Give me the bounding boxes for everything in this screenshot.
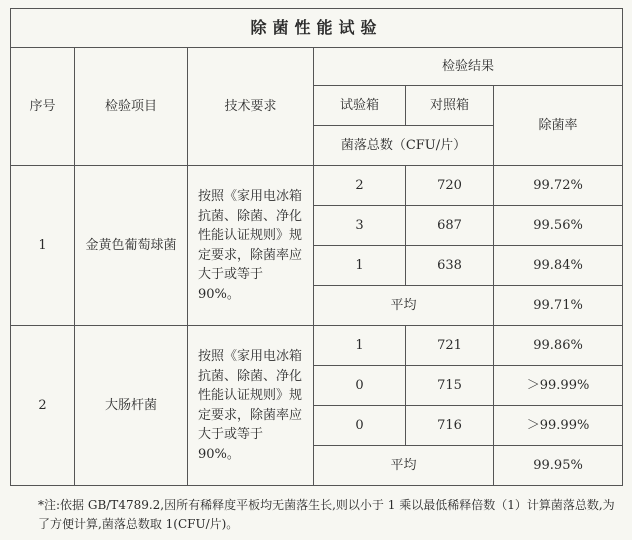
footnote: *注:依据 GB/T4789.2,因所有稀释度平板均无菌落生长,则以小于 1 乘以最低稀释倍数（1）计算菌落总数,为了方便计算,菌落总数取 1(CFU/片)。	[38, 498, 615, 531]
group-2-item: 大肠杆菌	[75, 326, 188, 486]
table-cell: 3	[314, 206, 406, 246]
table-cell: 99.84%	[494, 246, 623, 286]
table-cell: 1	[314, 246, 406, 286]
group-2-avg-rate: 99.95%	[494, 446, 623, 486]
header-test-box: 试验箱	[314, 86, 406, 126]
group-2-avg-label: 平均	[314, 446, 494, 486]
header-seq: 序号	[11, 48, 75, 166]
group-1-item: 金黄色葡萄球菌	[75, 166, 188, 326]
table-cell: 99.56%	[494, 206, 623, 246]
table-cell: 1	[314, 326, 406, 366]
table-cell: 638	[406, 246, 494, 286]
table-cell: ＞99.99%	[494, 366, 623, 406]
group-1-avg-label: 平均	[314, 286, 494, 326]
table-cell: 0	[314, 366, 406, 406]
table-cell: 2	[314, 166, 406, 206]
test-table	[10, 8, 623, 486]
group-1-requirement: 按照《家用电冰箱抗菌、除菌、净化性能认证规则》规定要求，除菌率应大于或等于 90%。	[188, 166, 314, 326]
header-result: 检验结果	[314, 48, 623, 86]
table-cell: 0	[314, 406, 406, 446]
table-cell: 721	[406, 326, 494, 366]
group-1-avg-rate: 99.71%	[494, 286, 623, 326]
header-item: 检验项目	[75, 48, 188, 166]
table-cell: 715	[406, 366, 494, 406]
header-control-box: 对照箱	[406, 86, 494, 126]
header-rate: 除菌率	[494, 86, 623, 166]
table-title: 除菌性能试验	[11, 9, 623, 48]
table-cell: 687	[406, 206, 494, 246]
table-cell: ＞99.99%	[494, 406, 623, 446]
table-cell: 720	[406, 166, 494, 206]
group-1-seq: 1	[11, 166, 75, 326]
group-2-requirement: 按照《家用电冰箱抗菌、除菌、净化性能认证规则》规定要求，除菌率应大于或等于 90%。	[188, 326, 314, 486]
table-cell: 99.72%	[494, 166, 623, 206]
table-cell: 716	[406, 406, 494, 446]
group-2-seq: 2	[11, 326, 75, 486]
table-cell: 99.86%	[494, 326, 623, 366]
header-count: 菌落总数（CFU/片）	[314, 126, 494, 166]
header-requirement: 技术要求	[188, 48, 314, 166]
